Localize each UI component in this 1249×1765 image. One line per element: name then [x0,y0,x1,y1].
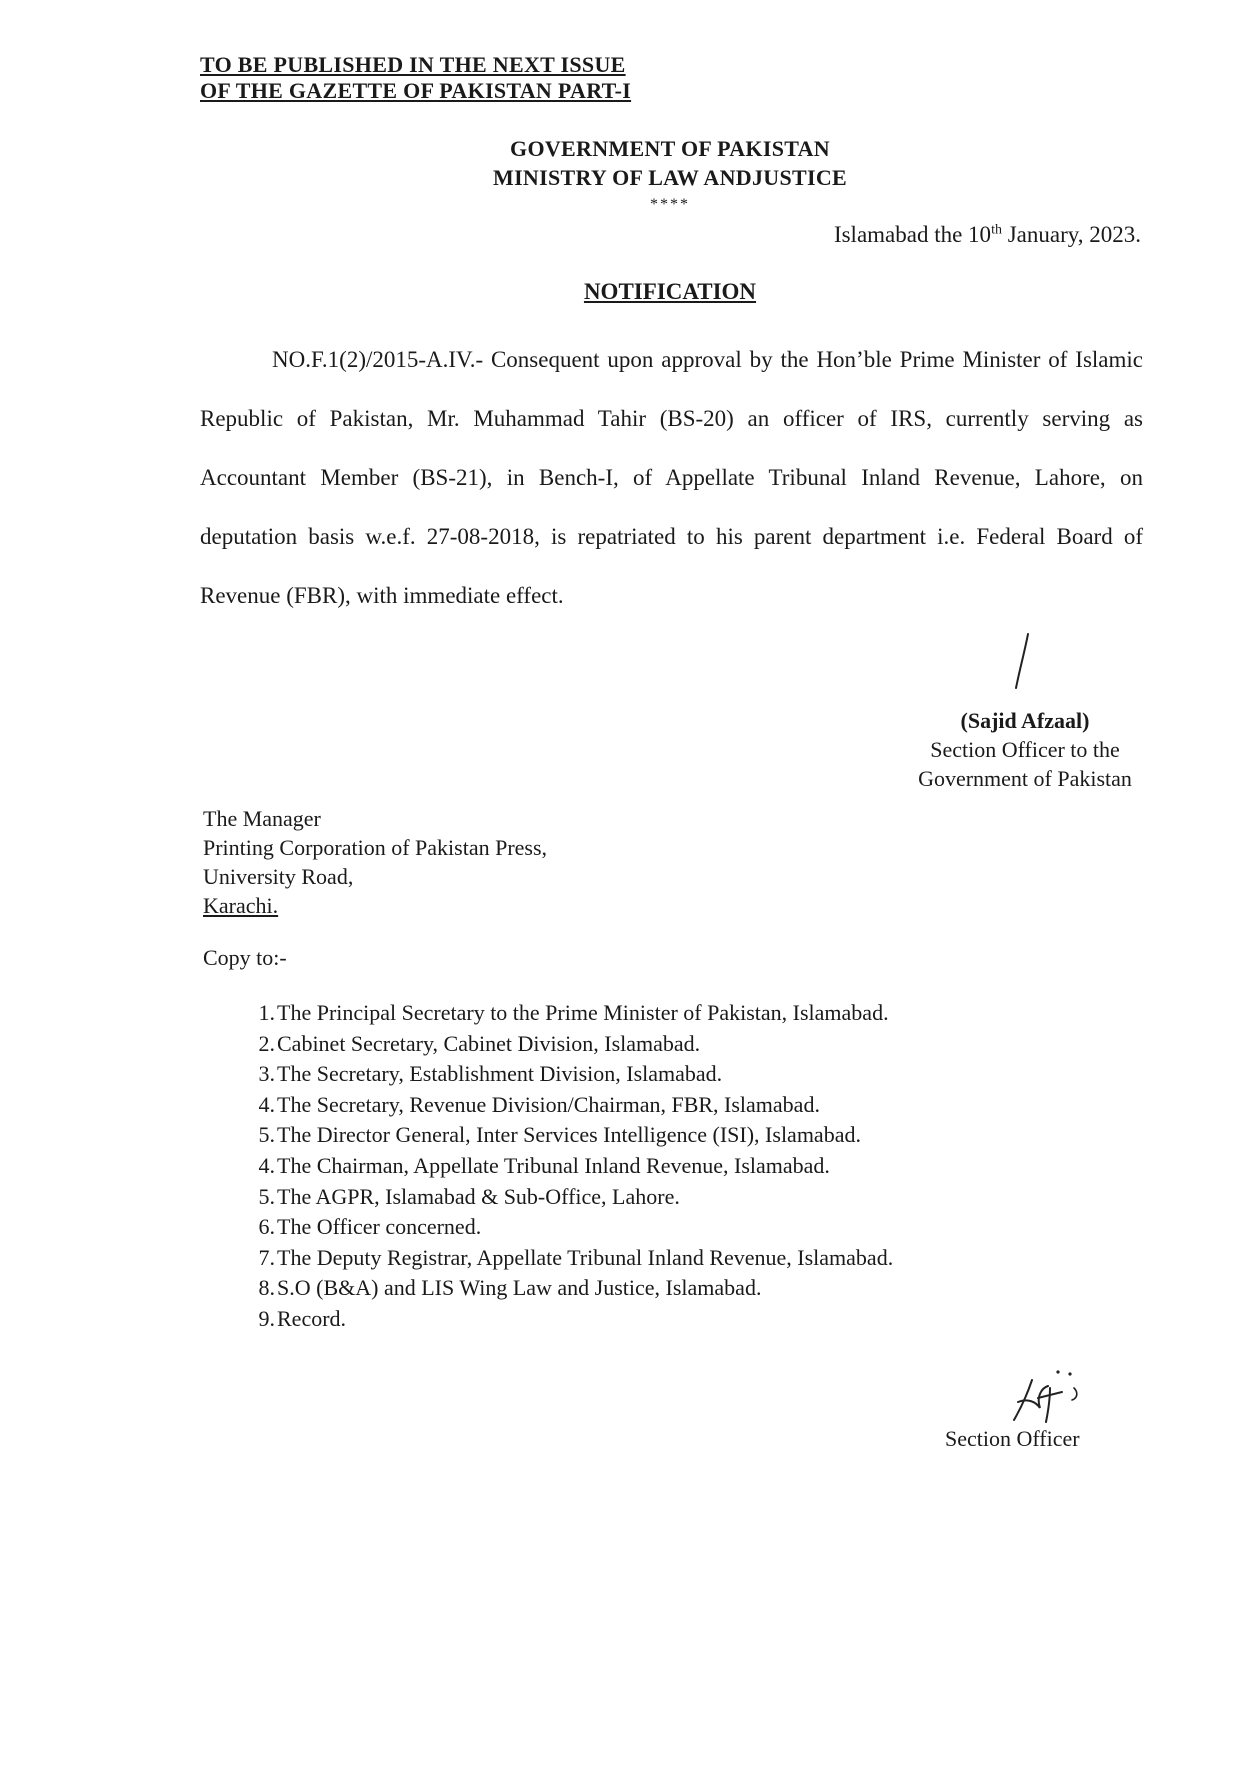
list-item-text: The AGPR, Islamabad & Sub-Office, Lahore. [277,1183,680,1209]
list-item-number: 4. [258,1091,275,1117]
list-item-text: The Officer concerned. [277,1214,482,1240]
initials-signature [992,1362,1092,1430]
list-item-number: 3. [258,1061,275,1087]
gazette-line-2: OF THE GAZETTE OF PAKISTAN PART-I [200,78,632,103]
list-item [225,1120,893,1151]
list-item-number: 5. [258,1122,275,1148]
signature-mark [1008,632,1038,690]
addressee-line-2: Printing Corporation of Pakistan Press, [203,835,548,860]
list-item [225,1304,893,1335]
date-suffix: January, 2023. [1001,222,1141,247]
copy-to-label: Copy to:- [203,945,287,970]
list-item-text: The Director General, Inter Services Intelligence (ISI), Islamabad. [277,1122,861,1148]
list-item-number: 9. [258,1305,275,1331]
notification-body: NO.F.1(2)/2015-A.IV.- Consequent upon approval by the Hon’ble Prime Minister of Islamic Republic of Pakistan, Mr. Muhammad Tahir (BS-20) an officer of IRS, currently serving as Accountant Member (BS-21), in Bench-I, of Appellate Tribunal Inland Revenue, Lahore, on deputation basis w.e.f. 27-08-2018, is repatriated to his parent department i.e. Federal Board of Revenue (FBR), with immediate effect. [200,347,1143,608]
list-item-number: 8. [258,1275,275,1301]
list-item [225,998,893,1029]
list-item-text: Record. [277,1305,347,1331]
addressee-block [203,804,547,920]
list-item [225,1090,893,1121]
list-item-text: The Chairman, Appellate Tribunal Inland Revenue, Islamabad. [277,1152,830,1178]
gazette-heading [200,52,631,104]
list-item [225,1273,893,1304]
government-name: GOVERNMENT OF PAKISTAN [510,136,830,161]
signatory-designation-1: Section Officer to the [930,737,1120,762]
list-item-number: 2. [258,1030,275,1056]
list-item [225,1029,893,1060]
list-item [225,1151,893,1182]
date-ordinal: th [991,222,1002,238]
list-item [225,1243,893,1274]
gazette-line-1: TO BE PUBLISHED IN THE NEXT ISSUE [200,52,626,77]
document-date [834,222,1141,248]
list-item [225,1059,893,1090]
list-item-text: Cabinet Secretary, Cabinet Division, Islamabad. [277,1030,701,1056]
list-item-number: 5. [258,1183,275,1209]
list-item-text: The Deputy Registrar, Appellate Tribunal Inland Revenue, Islamabad. [277,1244,894,1270]
closing-designation: Section Officer [945,1426,1080,1451]
signatory-name: (Sajid Afzaal) [960,708,1090,733]
ministry-name: MINISTRY OF LAW ANDJUSTICE [493,165,847,190]
list-item-number: 4. [258,1152,275,1178]
list-item-number: 1. [258,1000,275,1025]
government-heading [420,134,920,192]
list-item-number: 7. [258,1244,275,1270]
notification-title: NOTIFICATION [583,279,757,304]
list-item [225,1182,893,1213]
list-item-number: 6. [258,1214,275,1240]
signatory-block [870,706,1180,793]
list-item [225,1212,893,1243]
addressee-line-4: Karachi. [203,893,279,918]
list-item-text: The Secretary, Establishment Division, Islamabad. [277,1061,723,1087]
stars-divider: **** [650,196,690,213]
addressee-line-3: University Road, [203,864,354,889]
date-prefix: Islamabad the 10 [833,222,992,247]
addressee-line-1: The Manager [203,806,321,831]
list-item-text: S.O (B&A) and LIS Wing Law and Justice, Islamabad. [277,1275,762,1301]
list-item-text: The Secretary, Revenue Division/Chairman, FBR, Islamabad. [277,1091,820,1117]
copy-to-list [225,998,893,1335]
list-item-text: The Principal Secretary to the Prime Minister of Pakistan, Islamabad. [277,1000,889,1025]
signatory-designation-2: Government of Pakistan [918,766,1132,791]
